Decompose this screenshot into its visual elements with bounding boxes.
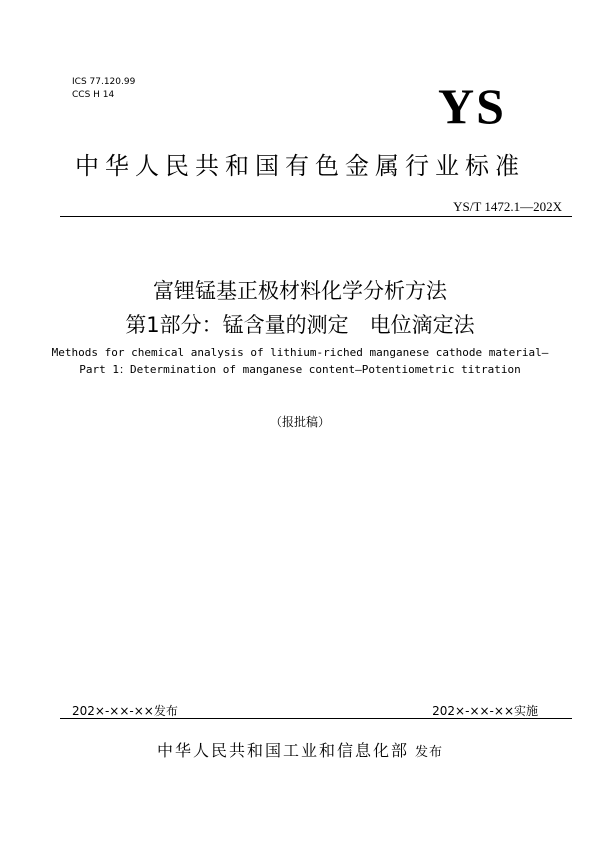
publish-date: 202×-××-××发布 <box>72 704 178 718</box>
classification-codes <box>72 76 135 102</box>
english-title-line-2: Part 1：Determination of manganese content—Potentiometric titration <box>79 363 521 376</box>
standard-title: 中华人民共和国有色金属行业标准 <box>75 152 525 180</box>
ccs-code: CCS H 14 <box>72 90 115 100</box>
footer-rule <box>60 718 572 719</box>
chinese-title-line-2: 第1部分：锰含量的测定 电位滴定法 <box>125 313 475 337</box>
issuer-line <box>0 738 600 761</box>
ys-logo: YS <box>438 78 506 134</box>
standard-number: YS/T 1472.1—202X <box>453 199 562 214</box>
header-rule <box>60 216 572 217</box>
english-title-line-1: Methods for chemical analysis of lithium-riched manganese cathode material— <box>51 346 549 359</box>
implement-date: 202×-××-××实施 <box>432 704 538 718</box>
ics-code: ICS 77.120.99 <box>72 77 136 87</box>
chinese-title-line-1: 富锂锰基正极材料化学分析方法 <box>153 279 447 303</box>
draft-status: （报批稿） <box>269 415 330 429</box>
issuer-name: 中华人民共和国工业和信息化部 <box>156 741 409 760</box>
issue-word: 发布 <box>415 745 444 760</box>
